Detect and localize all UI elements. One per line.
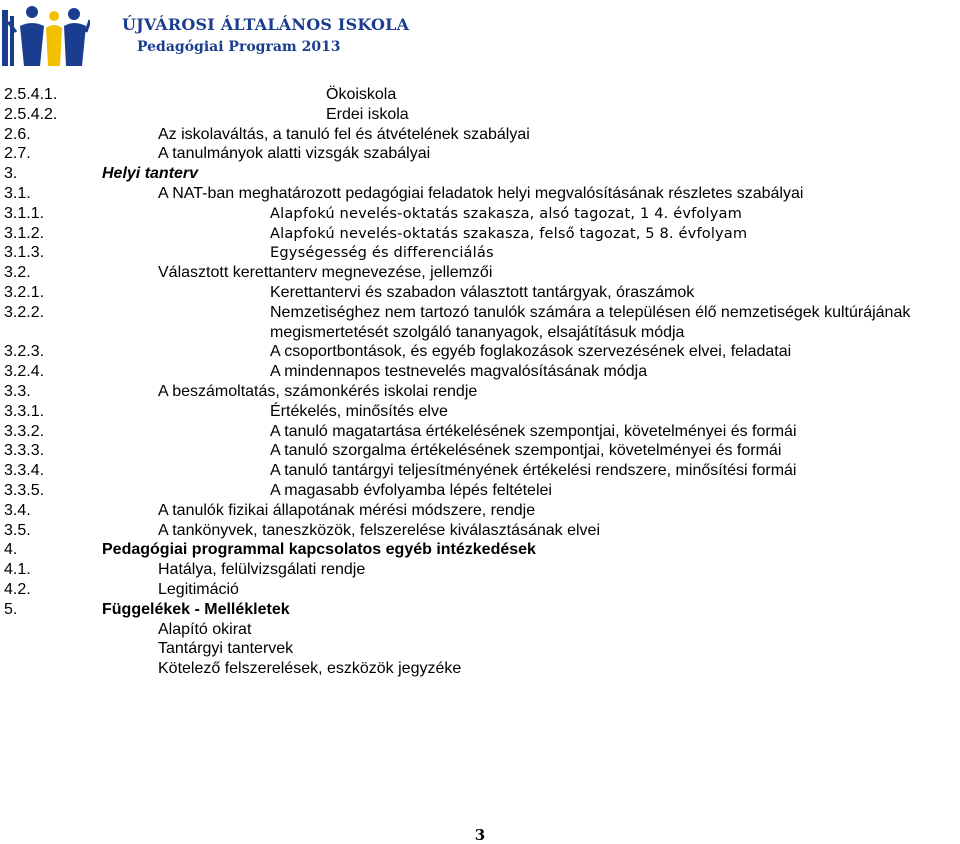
toc-number: 3.3.3. <box>4 442 45 460</box>
toc-title: Értékelés, minősítés elve <box>270 402 448 420</box>
toc-title: A tanuló magatartása értékelésének szempontjai, követelményei és formái <box>270 422 797 440</box>
toc-title: A tankönyvek, taneszközök, felszerelése kiválasztásának elvei <box>158 521 601 539</box>
toc-number: 3.5. <box>4 521 31 539</box>
toc-title: A tanulók fizikai állapotának mérési módszere, rendje <box>158 501 536 519</box>
toc-item <box>0 243 960 263</box>
toc-title: Kötelező felszerelések, eszközök jegyzéke <box>158 660 462 678</box>
toc-title: A tanuló szorgalma értékelésének szempontjai, követelményei és formái <box>270 442 782 460</box>
toc-title: A tanuló tantárgyi teljesítményének értékelési rendszere, minősítési formái <box>270 462 797 480</box>
toc-number: 4.2. <box>4 580 31 598</box>
toc-number: 3.3.2. <box>4 422 45 440</box>
toc-title: A csoportbontások, és egyéb foglakozások szervezésének elvei, feladatai <box>270 343 792 361</box>
toc-number: 4.1. <box>4 561 31 579</box>
toc-title: Az iskolaváltás, a tanuló fel és átvételének szabályai <box>158 125 530 143</box>
toc-number: 3.2.3. <box>4 343 45 361</box>
toc-title: A NAT-ban meghatározott pedagógiai feladatok helyi megvalósításának részletes szabályai <box>158 184 804 202</box>
toc-item <box>0 144 960 164</box>
page-number: 3 <box>474 826 486 844</box>
toc-item <box>0 620 960 640</box>
toc-number: 3.2. <box>4 264 31 282</box>
toc-item <box>0 362 960 382</box>
toc-title: A magasabb évfolyamba lépés feltételei <box>270 481 552 499</box>
toc-item <box>0 639 960 659</box>
toc-number: 3.4. <box>4 501 31 519</box>
toc-number: 3.1. <box>4 184 31 202</box>
toc-title: Függelékek - Mellékletek <box>102 600 290 618</box>
toc-title: Hatálya, felülvizsgálati rendje <box>158 561 366 579</box>
toc-title-continued: megismertetését szolgáló tananyagok, elsajátításuk módja <box>270 323 685 341</box>
toc-number: 2.5.4.1. <box>4 86 58 103</box>
toc-number: 2.7. <box>4 145 31 163</box>
toc-item <box>0 600 960 620</box>
toc-number: 3.2.2. <box>4 303 45 321</box>
toc-item <box>0 422 960 442</box>
toc-title: A tanulmányok alatti vizsgák szabályai <box>158 145 431 163</box>
toc-title: Alapító okirat <box>158 620 252 638</box>
toc-item <box>0 85 960 105</box>
toc-item <box>0 303 960 343</box>
toc-title: Legitimáció <box>158 580 239 598</box>
toc-number: 3.2.1. <box>4 283 45 301</box>
toc-title: Egységesség és differenciálás <box>270 244 494 262</box>
toc-item <box>0 164 960 184</box>
toc-title: Választott kerettanterv megnevezése, jellemzői <box>158 264 493 282</box>
toc-item <box>0 283 960 303</box>
toc-title: Erdei iskola <box>326 105 409 123</box>
toc-number: 3.3.5. <box>4 481 45 499</box>
toc-number: 3.1.3. <box>4 244 45 262</box>
toc-item <box>0 184 960 204</box>
toc-number: 5. <box>4 600 18 618</box>
toc-item <box>0 580 960 600</box>
toc-number: 3.1.2. <box>4 224 45 242</box>
toc-number: 3.3.1. <box>4 402 45 420</box>
toc-item <box>0 501 960 521</box>
toc-title: Tantárgyi tantervek <box>158 640 294 658</box>
toc-number: 3.3.4. <box>4 462 45 480</box>
school-logo-icon <box>2 2 90 68</box>
toc-title: Alapfokú nevelés-oktatás szakasza, alsó tagozat, 1 4. évfolyam <box>270 204 742 222</box>
toc-number: 4. <box>4 541 18 559</box>
toc-item <box>0 659 960 679</box>
school-name: ÚJVÁROSI ÁLTALÁNOS ISKOLA <box>122 15 410 34</box>
toc-item <box>0 521 960 541</box>
toc-item <box>0 540 960 560</box>
toc-item <box>0 125 960 145</box>
toc-number: 3.1.1. <box>4 204 45 222</box>
toc-number: 2.6. <box>4 125 31 143</box>
toc-title: A mindennapos testnevelés magvalósításának módja <box>270 363 648 381</box>
toc-title: A beszámoltatás, számonkérés iskolai rendje <box>158 382 478 400</box>
toc-item <box>0 263 960 283</box>
toc-item <box>0 481 960 501</box>
toc-title: Nemzetiséghez nem tartozó tanulók számára a településen élő nemzetiségek kultúrájának <box>270 303 911 321</box>
table-of-contents <box>0 85 960 679</box>
toc-item <box>0 441 960 461</box>
toc-title: Pedagógiai programmal kapcsolatos egyéb intézkedések <box>102 541 536 559</box>
toc-item <box>0 342 960 362</box>
toc-number: 3.2.4. <box>4 363 45 381</box>
toc-number: 2.5.4.2. <box>4 105 58 123</box>
toc-title: Alapfokú nevelés-oktatás szakasza, felső tagozat, 5 8. évfolyam <box>270 224 748 242</box>
toc-title: Kerettantervi és szabadon választott tantárgyak, óraszámok <box>270 283 695 301</box>
toc-number: 3. <box>4 165 18 183</box>
page-header <box>0 0 960 72</box>
toc-title: Ökoiskola <box>326 86 397 103</box>
toc-item <box>0 402 960 422</box>
toc-item <box>0 382 960 402</box>
toc-item <box>0 560 960 580</box>
toc-number: 3.3. <box>4 382 31 400</box>
toc-title: Helyi tanterv <box>102 165 199 183</box>
toc-item <box>0 204 960 224</box>
toc-item <box>0 224 960 244</box>
program-name: Pedagógiai Program 2013 <box>137 39 341 55</box>
toc-item <box>0 461 960 481</box>
toc-item <box>0 105 960 125</box>
